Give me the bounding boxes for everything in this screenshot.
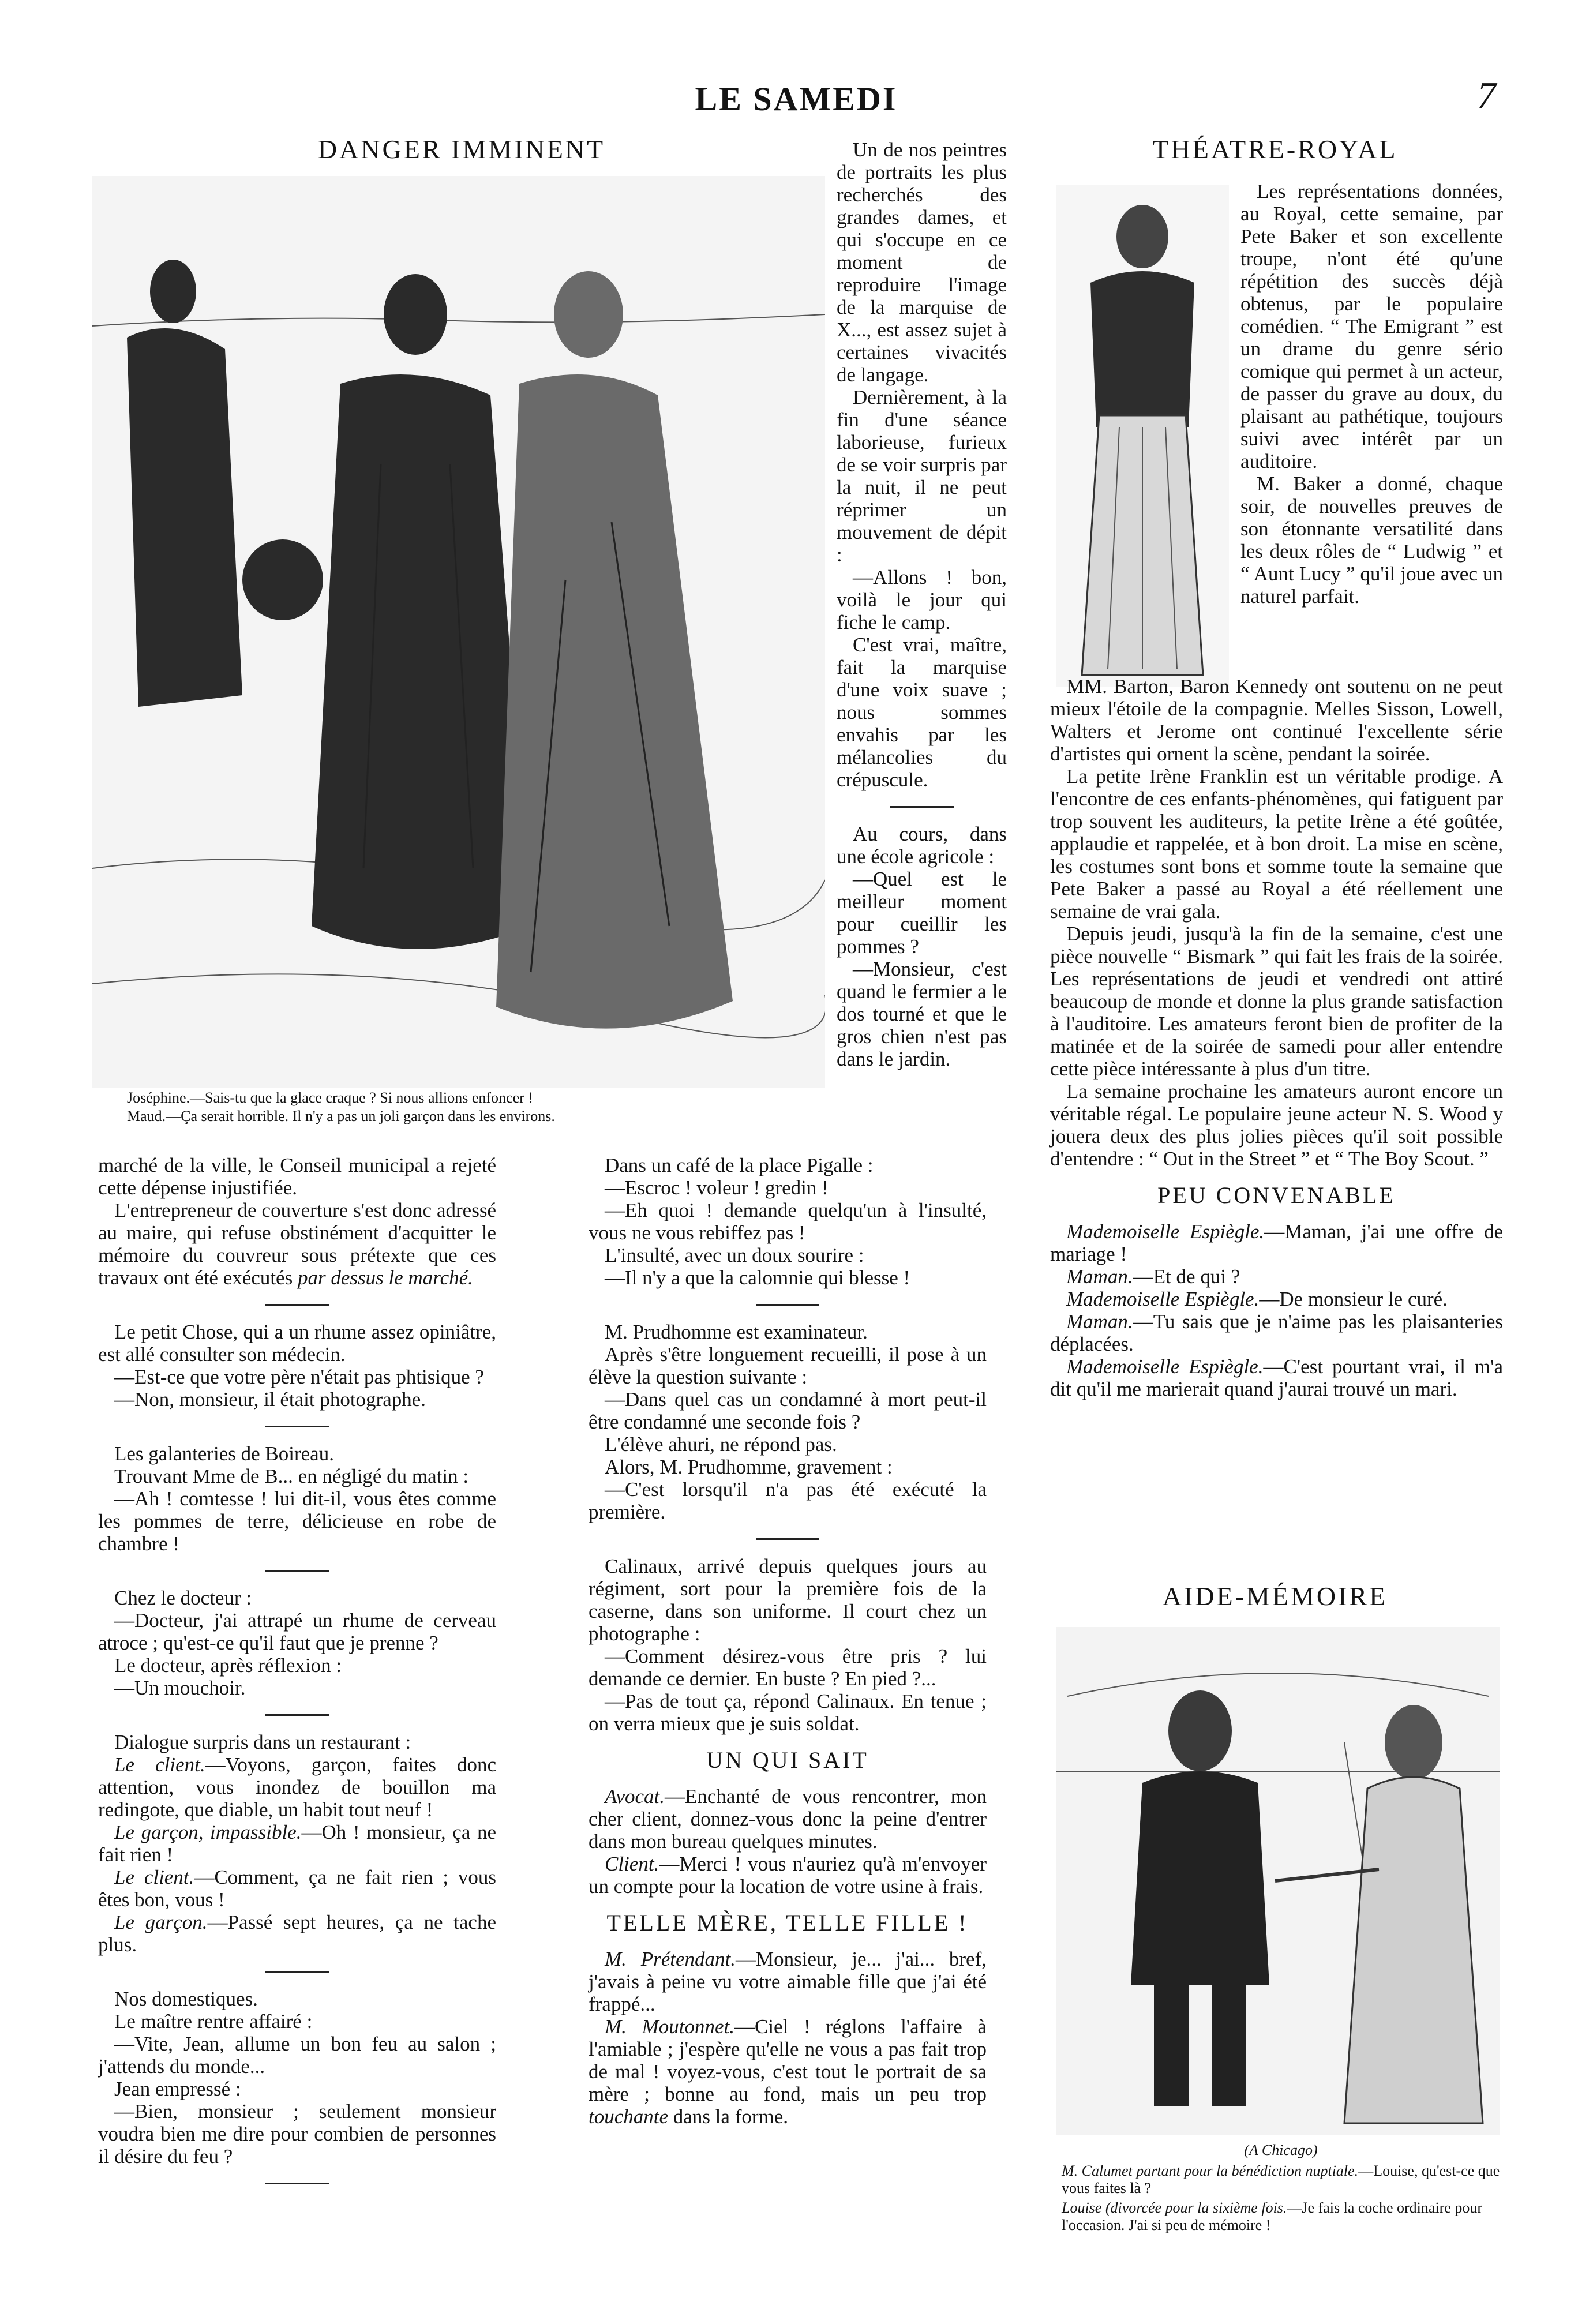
paragraph: —Eh quoi ! demande quelqu'un à l'insulté, vous ne vous rebiffez pas ! (589, 1199, 987, 1244)
column-right (1050, 675, 1503, 1400)
paragraph: —Est-ce que votre père n'était pas phtisique ? (114, 1366, 484, 1388)
page-number: 7 (1477, 74, 1496, 117)
dialogue: dans la forme. (673, 2105, 789, 2128)
danger-heading: DANGER IMMINENT (317, 134, 606, 164)
paragraph: Nos domestiques. (114, 1988, 258, 2010)
paragraph: —Il n'y a que la calomnie qui blesse ! (605, 1266, 910, 1289)
aide-memoire-illustration (1056, 1627, 1500, 2135)
speaker: Louise (divorcée pour la sixième fois. (1062, 2199, 1287, 2216)
paragraph: —Allons ! bon, voilà le jour qui fiche le camp. (837, 566, 1007, 634)
divider (265, 1971, 329, 1973)
aide-memoire-heading: AIDE-MÉMOIRE (1162, 1581, 1388, 1611)
speaker: Maman. (1066, 1265, 1133, 1288)
paragraph (589, 2015, 987, 2128)
paragraph: —Dans quel cas un condamné à mort peut-il être condamné une seconde fois ? (589, 1388, 987, 1433)
paragraph: Dialogue surpris dans un restaurant : (114, 1731, 411, 1753)
dialogue: —Monsieur, je... j'ai... bref, j'avais à peine vu votre aimable fille que j'ai été frappé... (589, 1948, 987, 2015)
dialogue: —Comment, ça ne fait rien ; vous êtes bon, vous ! (98, 1866, 496, 1911)
paragraph: Calinaux, arrivé depuis quelques jours au régiment, sort pour la première fois de la caserne, dans son uniforme. Il court chez un photographe : (589, 1555, 987, 1645)
paragraph: Trouvant Mme de B... en négligé du matin : (114, 1465, 469, 1487)
paragraph: —Ah ! comtesse ! lui dit-il, vous êtes comme les pommes de terre, délicieuse en robe de chambre ! (98, 1487, 496, 1555)
paragraph: —Un mouchoir. (114, 1677, 246, 1699)
paragraph: —Non, monsieur, il était photographe. (114, 1388, 426, 1411)
paragraph: marché de la ville, le Conseil municipal a rejeté cette dépense injustifiée. (98, 1154, 496, 1199)
paragraph: —C'est lorsqu'il n'a pas été exécuté la première. (589, 1478, 987, 1523)
speaker: Mademoiselle Espiègle. (1066, 1355, 1264, 1378)
aide-memoire-location: (A Chicago) (1244, 2142, 1318, 2158)
divider (890, 806, 954, 808)
paragraph: Le docteur, après réflexion : (114, 1654, 342, 1677)
dialogue: —Enchanté de vous rencontrer, mon cher client, donnez-vous donc la peine d'entrer dans mon bureau quelques minutes. (589, 1785, 987, 1853)
paragraph: Chez le docteur : (114, 1587, 252, 1609)
paragraph: Après s'être longuement recueilli, il pose à un élève la question suivante : (589, 1343, 987, 1388)
section-heading: PEU CONVENABLE (1157, 1182, 1396, 1208)
danger-caption-1: Joséphine.—Sais-tu que la glace craque ? Si nous allions enfoncer ! (127, 1089, 533, 1106)
section-heading: TELLE MÈRE, TELLE FILLE ! (606, 1910, 969, 1936)
dialogue: —De monsieur le curé. (1259, 1288, 1448, 1310)
paragraph (589, 1853, 987, 1898)
dialogue: —Passé sept heures, ça ne tache plus. (98, 1911, 497, 1956)
paragraph: La semaine prochaine les amateurs auront encore un véritable régal. Le populaire jeune acteur N. S. Wood y jouera deux des plus jolies pièces qu'il soit possible d'entendre : “ Out in the Street ” et “ The Boy Scout. ” (1050, 1080, 1503, 1170)
dialogue: —Merci ! vous n'auriez qu'à m'envoyer un compte pour la location de votre usine à frais. (589, 1853, 987, 1898)
divider (756, 1304, 819, 1306)
paragraph (1050, 1220, 1503, 1265)
speaker: M. Moutonnet. (605, 2015, 734, 2038)
paragraph: M. Prudhomme est examinateur. (605, 1321, 868, 1343)
aide-memoire-caption-1 (1062, 2162, 1500, 2197)
paragraph (1050, 1265, 1503, 1288)
divider (265, 1570, 329, 1572)
paragraph: L'élève ahuri, ne répond pas. (605, 1433, 837, 1456)
speaker: M. Calumet partant pour la bénédiction nuptiale. (1062, 2162, 1359, 2179)
speaker: Le garçon, impassible. (114, 1821, 302, 1843)
paragraph: L'insulté, avec un doux sourire : (605, 1244, 864, 1266)
divider (265, 1714, 329, 1716)
speaker: Client. (605, 1853, 659, 1875)
dialogue: —Maman, j'ai une offre de mariage ! (1050, 1220, 1503, 1265)
paragraph (1050, 1288, 1503, 1310)
paragraph: Les représentations données, au Royal, cette semaine, par Pete Baker et son excellente troupe, n'ont été qu'une répétition des succès déjà obtenus, par le populaire comédien. “ The Emigrant ” est un drame du genre sério comique qui permet à un acteur, de passer du grave au doux, du plaisant au pathétique, toujours suivi avec intérêt par un auditoire. (1240, 180, 1503, 473)
paragraph (98, 1199, 496, 1289)
paragraph: —Bien, monsieur ; seulement monsieur voudra bien me dire pour combien de personnes il désire du feu ? (98, 2100, 496, 2168)
theatre-heading: THÉATRE-ROYAL (1152, 134, 1398, 164)
paragraph: —Quel est le meilleur moment pour cueillir les pommes ? (837, 868, 1007, 958)
paragraph (98, 1821, 496, 1866)
theatre-text-upper (1240, 180, 1503, 608)
speaker: Le garçon. (114, 1911, 208, 1933)
paragraph (1050, 1310, 1503, 1355)
paragraph (98, 1753, 496, 1821)
italic-text: touchante (589, 2105, 669, 2128)
paragraph (589, 1948, 987, 2015)
dialogue: —Et de qui ? (1133, 1265, 1240, 1288)
paragraph: M. Baker a donné, chaque soir, de nouvelles preuves de son étonnante versatilité dans les deux rôles de “ Ludwig ” et “ Aunt Lucy ” qu'il joue avec un naturel parfait. (1240, 473, 1503, 608)
italic-text: par dessus le marché. (297, 1266, 473, 1289)
paragraph: Depuis jeudi, jusqu'à la fin de la semaine, c'est une pièce nouvelle “ Bismark ” qui fait les frais de la soirée. Les représentations de jeudi et vendredi ont attiré beaucoup de monde et donne la plus grande satisfaction à l'auditoire. Les amateurs feront bien de profiter de la matinée et de la soirée de samedi pour aller entendre cette pièce intéressante à plus d'un titre. (1050, 923, 1503, 1080)
danger-caption-2: Maud.—Ça serait horrible. Il n'y a pas un joli garçon dans les environs. (127, 1108, 555, 1124)
paragraph: Les galanteries de Boireau. (114, 1442, 334, 1465)
paragraph: La petite Irène Franklin est un véritable prodige. A l'encontre de ces enfants-phénomènes, qui fatiguent par trop souvent les auditeurs, la petite Irène a été goûtée, applaudie et rappelée, et à bon droit. La mise en scène, les costumes sont bons et somme toute la semaine que Pete Baker a passé au Royal a été réellement une semaine de vrai gala. (1050, 765, 1503, 923)
dialogue: —Tu sais que je n'aime pas les plaisanteries déplacées. (1050, 1310, 1503, 1355)
paragraph: Au cours, dans une école agricole : (837, 823, 1007, 868)
dialogue: —Ciel ! réglons l'affaire à l'amiable ; j'espère qu'elle ne vous a pas fait trop de mal ! voyez-vous, c'est tout le portrait de sa mère ; bonne au fond, mais un peu trop (589, 2015, 987, 2105)
paragraph: MM. Barton, Baron Kennedy ont soutenu on ne peut mieux l'étoile de la compagnie. Melles Sisson, Lowell, Walters et Jerome ont continué l'excellente série d'artistes qui ornent la scène, pendant la soirée. (1050, 675, 1503, 765)
speaker: Le client. (114, 1866, 194, 1888)
column-left (98, 1154, 496, 2199)
dialogue: —Je fais la coche ordinaire pour l'occasion. J'ai si peu de mémoire ! (1062, 2199, 1482, 2233)
column-middle (589, 1154, 987, 2128)
speaker: Le client. (114, 1753, 205, 1776)
paragraph: —Docteur, j'ai attrapé un rhume de cerveau atroce ; qu'est-ce qu'il faut que je prenne ? (98, 1609, 496, 1654)
paragraph: C'est vrai, maître, fait la marquise d'une voix suave ; nous sommes envahis par les mélancolies du crépuscule. (837, 634, 1007, 791)
paragraph: —Vite, Jean, allume un bon feu au salon ; j'attends du monde... (98, 2033, 496, 2078)
speaker: Mademoiselle Espiègle. (1066, 1220, 1265, 1243)
paragraph: Un de nos peintres de portraits les plus recherchés des grandes dames, et qui s'occupe en ce moment de reproduire l'image de la marquise de X..., est assez sujet à certaines vivacités de langage. (837, 138, 1007, 386)
paragraph: —Pas de tout ça, répond Calinaux. En tenue ; on verra mieux que je suis soldat. (589, 1690, 987, 1735)
dialogue: —Oh ! monsieur, ça ne fait rien ! (98, 1821, 496, 1866)
paragraph-text: L'entrepreneur de couverture s'est donc adressé au maire, qui refuse obstinément d'acquitter le mémoire du couvreur sous prétexte que ces travaux ont été exécutés (98, 1199, 496, 1289)
column-anecdotes-top (837, 138, 1007, 1070)
dialogue: —Voyons, garçon, faites donc attention, vous inondez de bouillon ma redingote, que diable, un habit tout neuf ! (98, 1753, 496, 1821)
paragraph: Le maître rentre affairé : (114, 2010, 313, 2033)
danger-illustration (92, 176, 825, 1088)
paragraph (1050, 1355, 1503, 1400)
speaker: M. Prétendant. (605, 1948, 736, 1970)
section-heading: UN QUI SAIT (706, 1747, 869, 1773)
paragraph: —Comment désirez-vous être pris ? lui demande ce dernier. En buste ? En pied ?... (589, 1645, 987, 1690)
divider (265, 1426, 329, 1427)
paragraph: Dernièrement, à la fin d'une séance laborieuse, furieux de se voir surpris par la nuit, il ne peut réprimer un mouvement de dépit : (837, 386, 1007, 566)
divider (756, 1538, 819, 1540)
divider (265, 1304, 329, 1306)
speaker: Mademoiselle Espiègle. (1066, 1288, 1260, 1310)
paragraph: Jean empressé : (114, 2078, 241, 2100)
speaker: Maman. (1066, 1310, 1133, 1333)
masthead-title: LE SAMEDI (695, 80, 898, 118)
actress-illustration (1056, 185, 1229, 687)
paragraph (589, 1785, 987, 1853)
aide-memoire-caption-2 (1062, 2199, 1500, 2234)
paragraph: —Escroc ! voleur ! gredin ! (605, 1176, 829, 1199)
paragraph (98, 1911, 496, 1956)
speaker: Avocat. (605, 1785, 665, 1808)
paragraph: Alors, M. Prudhomme, gravement : (605, 1456, 893, 1478)
dialogue: —C'est pourtant vrai, il m'a dit qu'il me marierait quand j'aurai trouvé un mari. (1050, 1355, 1503, 1400)
paragraph: Le petit Chose, qui a un rhume assez opiniâtre, est allé consulter son médecin. (98, 1321, 496, 1366)
paragraph: —Monsieur, c'est quand le fermier a le dos tourné et que le gros chien n'est pas dans le jardin. (837, 958, 1007, 1070)
dialogue: —Louise, qu'est-ce que vous faites là ? (1062, 2162, 1500, 2196)
paragraph: Dans un café de la place Pigalle : (605, 1154, 874, 1176)
paragraph (98, 1866, 496, 1911)
divider (265, 2183, 329, 2184)
